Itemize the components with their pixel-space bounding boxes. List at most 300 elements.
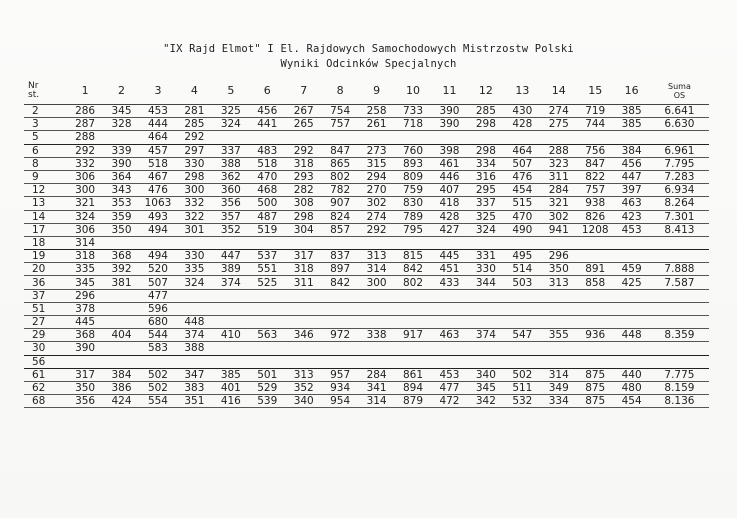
sum-cell: 6.934 [650,184,709,197]
stage-time-cell: 296 [541,250,577,263]
stage-time-cell [613,250,649,263]
stage-time-cell: 324 [67,210,103,223]
stage-time-cell: 563 [249,329,285,342]
stage-time-cell: 830 [395,197,431,210]
table-row [24,355,709,368]
stage-time-cell [577,289,613,302]
stage-time-cell [286,236,322,249]
stage-time-cell: 477 [140,289,176,302]
header-stage: 4 [176,77,212,105]
stage-time-cell: 917 [395,329,431,342]
stage-time-cell: 583 [140,342,176,355]
stage-time-cell: 430 [504,105,540,118]
stage-time-cell: 298 [286,210,322,223]
stage-time-cell [541,355,577,368]
results-table [24,77,709,408]
stage-time-cell [468,289,504,302]
stage-time-cell: 293 [286,170,322,183]
stage-time-cell: 879 [395,395,431,408]
header-stage: 5 [213,77,249,105]
stage-time-cell [358,342,394,355]
stage-time-cell: 418 [431,197,467,210]
stage-time-cell [613,302,649,315]
stage-time-cell: 451 [431,263,467,276]
stage-time-cell [358,302,394,315]
stage-time-cell [541,289,577,302]
stage-time-cell: 313 [541,276,577,289]
results-body [24,105,709,408]
stage-time-cell: 954 [322,395,358,408]
stage-time-cell: 457 [140,144,176,157]
stage-time-cell: 822 [577,170,613,183]
stage-time-cell [249,316,285,329]
stage-time-cell: 470 [249,170,285,183]
stage-time-cell [322,316,358,329]
sum-cell [650,131,709,144]
stage-time-cell: 384 [613,144,649,157]
stage-time-cell: 1063 [140,197,176,210]
sum-cell [650,355,709,368]
sum-cell [650,302,709,315]
stage-time-cell [431,342,467,355]
stage-time-cell: 809 [395,170,431,183]
stage-time-cell: 503 [504,276,540,289]
table-row [24,302,709,315]
stage-time-cell: 287 [67,118,103,131]
stage-time-cell: 407 [431,184,467,197]
header-stage: 6 [249,77,285,105]
stage-time-cell: 330 [176,157,212,170]
stage-time-cell [504,236,540,249]
stage-time-cell: 344 [468,276,504,289]
stage-time-cell: 456 [249,105,285,118]
stage-time-cell: 343 [103,184,139,197]
row-number: 30 [24,342,67,355]
stage-time-cell: 445 [431,250,467,263]
table-row [24,276,709,289]
stage-time-cell [358,289,394,302]
stage-time-cell: 459 [613,263,649,276]
stage-time-cell: 306 [67,170,103,183]
stage-time-cell: 297 [176,144,212,157]
sum-cell: 6.630 [650,118,709,131]
table-row [24,157,709,170]
stage-time-cell [176,302,212,315]
stage-time-cell: 539 [249,395,285,408]
row-number: 5 [24,131,67,144]
stage-time-cell: 390 [431,118,467,131]
header-stage: 15 [577,77,613,105]
stage-time-cell [504,316,540,329]
stage-time-cell: 390 [103,157,139,170]
stage-time-cell [103,131,139,144]
stage-time-cell: 314 [67,236,103,249]
stage-time-cell [613,355,649,368]
header-stage: 12 [468,77,504,105]
stage-time-cell: 292 [358,223,394,236]
stage-time-cell: 495 [504,250,540,263]
stage-time-cell [541,316,577,329]
stage-time-cell [431,316,467,329]
stage-time-cell [322,342,358,355]
stage-time-cell: 322 [176,210,212,223]
stage-time-cell [468,355,504,368]
stage-time-cell: 339 [103,144,139,157]
stage-time-cell [322,131,358,144]
stage-time-cell: 378 [67,302,103,315]
stage-time-cell: 440 [613,368,649,381]
stage-time-cell: 463 [613,197,649,210]
stage-time-cell: 342 [468,395,504,408]
stage-time-cell: 554 [140,395,176,408]
stage-time-cell [504,355,540,368]
stage-time-cell: 456 [613,157,649,170]
row-number: 9 [24,170,67,183]
stage-time-cell [395,302,431,315]
stage-time-cell: 424 [103,395,139,408]
stage-time-cell: 398 [431,144,467,157]
table-row [24,395,709,408]
sum-cell [650,342,709,355]
stage-time-cell: 300 [67,184,103,197]
header-stage: 2 [103,77,139,105]
stage-time-cell [213,289,249,302]
table-row [24,210,709,223]
stage-time-cell: 428 [431,210,467,223]
stage-time-cell: 324 [176,276,212,289]
stage-time-cell [541,131,577,144]
header-stage: 13 [504,77,540,105]
sum-cell: 7.795 [650,157,709,170]
header-stage: 11 [431,77,467,105]
stage-time-cell: 493 [140,210,176,223]
stage-time-cell [613,131,649,144]
stage-time-cell: 463 [431,329,467,342]
stage-time-cell [213,355,249,368]
row-number: 37 [24,289,67,302]
stage-time-cell: 390 [67,342,103,355]
stage-time-cell: 680 [140,316,176,329]
stage-time-cell: 544 [140,329,176,342]
stage-time-cell [395,355,431,368]
stage-time-cell [504,131,540,144]
stage-time-cell: 938 [577,197,613,210]
stage-time-cell: 345 [103,105,139,118]
stage-time-cell: 318 [286,263,322,276]
stage-time-cell: 511 [504,381,540,394]
stage-time-cell: 507 [140,276,176,289]
stage-time-cell: 476 [504,170,540,183]
sum-cell: 8.359 [650,329,709,342]
stage-time-cell: 390 [431,105,467,118]
stage-time-cell: 756 [577,144,613,157]
stage-time-cell: 453 [140,105,176,118]
stage-time-cell: 325 [468,210,504,223]
stage-time-cell: 281 [176,105,212,118]
stage-time-cell [541,302,577,315]
stage-time-cell [67,355,103,368]
stage-time-cell: 494 [140,250,176,263]
stage-time-cell [431,302,467,315]
stage-time-cell [395,236,431,249]
stage-time-cell: 447 [213,250,249,263]
table-row [24,329,709,342]
stage-time-cell: 467 [140,170,176,183]
table-row [24,316,709,329]
sum-cell [650,236,709,249]
table-row [24,289,709,302]
row-number: 13 [24,197,67,210]
stage-time-cell [541,236,577,249]
stage-time-cell: 428 [504,118,540,131]
stage-time-cell [468,236,504,249]
stage-time-cell [577,236,613,249]
stage-time-cell [613,342,649,355]
stage-time-cell: 388 [213,157,249,170]
table-row [24,263,709,276]
stage-time-cell: 313 [286,368,322,381]
stage-time-cell [176,355,212,368]
sum-cell: 7.888 [650,263,709,276]
stage-time-cell [176,289,212,302]
stage-time-cell: 525 [249,276,285,289]
stage-time-cell: 338 [358,329,394,342]
header-stage: 14 [541,77,577,105]
stage-time-cell: 494 [140,223,176,236]
stage-time-cell: 311 [286,276,322,289]
stage-time-cell [213,316,249,329]
stage-time-cell: 301 [176,223,212,236]
stage-time-cell: 356 [213,197,249,210]
header-stage: 7 [286,77,322,105]
stage-time-cell: 314 [541,368,577,381]
stage-time-cell: 897 [322,263,358,276]
stage-time-cell [468,302,504,315]
stage-time-cell: 480 [613,381,649,394]
stage-time-cell: 324 [468,223,504,236]
stage-time-cell: 284 [541,184,577,197]
stage-time-cell [358,355,394,368]
header-row [24,77,709,105]
sum-cell: 7.301 [650,210,709,223]
stage-time-cell [213,236,249,249]
stage-time-cell: 754 [322,105,358,118]
stage-time-cell: 350 [541,263,577,276]
row-number: 27 [24,316,67,329]
stage-time-cell: 824 [322,210,358,223]
stage-time-cell: 273 [358,144,394,157]
stage-time-cell: 368 [103,250,139,263]
stage-time-cell: 321 [67,197,103,210]
stage-time-cell: 350 [103,223,139,236]
header-sum [650,77,709,105]
stage-time-cell: 875 [577,368,613,381]
stage-time-cell: 847 [577,157,613,170]
stage-time-cell [468,342,504,355]
stage-time-cell [249,355,285,368]
stage-time-cell: 837 [322,250,358,263]
stage-time-cell: 934 [322,381,358,394]
stage-time-cell: 300 [358,276,394,289]
stage-time-cell: 514 [504,263,540,276]
row-number: 56 [24,355,67,368]
stage-time-cell: 341 [358,381,394,394]
stage-time-cell: 861 [395,368,431,381]
stage-time-cell: 347 [176,368,212,381]
stage-time-cell: 285 [468,105,504,118]
stage-time-cell [249,289,285,302]
stage-time-cell: 330 [176,250,212,263]
stage-time-cell: 907 [322,197,358,210]
stage-time-cell: 476 [140,184,176,197]
stage-time-cell: 444 [140,118,176,131]
stage-time-cell [577,355,613,368]
stage-time-cell: 596 [140,302,176,315]
stage-time-cell [613,236,649,249]
stage-time-cell: 345 [468,381,504,394]
stage-time-cell: 292 [286,144,322,157]
stage-time-cell: 346 [286,329,322,342]
stage-time-cell: 364 [103,170,139,183]
row-number: 19 [24,250,67,263]
sum-cell [650,289,709,302]
stage-time-cell [358,316,394,329]
stage-time-cell [322,289,358,302]
stage-time-cell: 321 [541,197,577,210]
stage-time-cell [249,342,285,355]
stage-time-cell: 331 [468,250,504,263]
sum-cell [650,316,709,329]
stage-time-cell: 893 [395,157,431,170]
stage-time-cell: 865 [322,157,358,170]
stage-time-cell: 294 [358,170,394,183]
stage-time-cell: 941 [541,223,577,236]
stage-time-cell: 502 [140,381,176,394]
table-row [24,250,709,263]
stage-time-cell: 802 [322,170,358,183]
stage-time-cell [431,236,467,249]
document-subtitle: Wyniki Odcinków Specjalnych [280,58,457,70]
stage-time-cell: 410 [213,329,249,342]
stage-time-cell: 317 [67,368,103,381]
stage-time-cell: 356 [67,395,103,408]
table-row [24,223,709,236]
stage-time-cell: 936 [577,329,613,342]
stage-time-cell: 529 [249,381,285,394]
stage-time-cell: 760 [395,144,431,157]
stage-time-cell: 388 [176,342,212,355]
stage-time-cell [286,289,322,302]
stage-time-cell: 315 [358,157,394,170]
stage-time-cell: 447 [613,170,649,183]
sum-cell [650,250,709,263]
stage-time-cell: 857 [322,223,358,236]
stage-time-cell: 453 [431,368,467,381]
stage-time-cell: 335 [176,263,212,276]
stage-time-cell: 302 [541,210,577,223]
stage-time-cell [613,316,649,329]
stage-time-cell: 502 [504,368,540,381]
stage-time-cell: 352 [286,381,322,394]
stage-time-cell: 446 [431,170,467,183]
stage-time-cell [431,355,467,368]
stage-time-cell: 518 [140,157,176,170]
stage-time-cell [504,342,540,355]
stage-time-cell: 306 [67,223,103,236]
stage-time-cell: 359 [103,210,139,223]
stage-time-cell: 520 [140,263,176,276]
stage-time-cell: 972 [322,329,358,342]
header-nr [24,77,67,105]
stage-time-cell: 267 [286,105,322,118]
stage-time-cell: 374 [176,329,212,342]
stage-time-cell: 519 [249,223,285,236]
stage-time-cell: 298 [176,170,212,183]
stage-time-cell: 537 [249,250,285,263]
stage-time-cell: 270 [358,184,394,197]
stage-time-cell [249,302,285,315]
stage-time-cell [249,236,285,249]
stage-time-cell: 332 [67,157,103,170]
stage-time-cell: 842 [395,263,431,276]
stage-time-cell: 314 [358,395,394,408]
stage-time-cell [286,342,322,355]
table-row [24,236,709,249]
stage-time-cell: 847 [322,144,358,157]
sum-cell: 8.264 [650,197,709,210]
stage-time-cell: 292 [176,131,212,144]
stage-time-cell [358,236,394,249]
stage-time-cell: 357 [213,210,249,223]
stage-time-cell: 324 [213,118,249,131]
stage-time-cell [504,302,540,315]
stage-time-cell [395,131,431,144]
header-stage: 16 [613,77,649,105]
stage-time-cell [504,289,540,302]
stage-time-cell: 300 [176,184,212,197]
stage-time-cell: 374 [468,329,504,342]
header-stage: 8 [322,77,358,105]
stage-time-cell: 381 [103,276,139,289]
stage-time-cell [103,355,139,368]
stage-time-cell: 453 [613,223,649,236]
stage-time-cell: 470 [504,210,540,223]
stage-time-cell [358,131,394,144]
table-row [24,105,709,118]
stage-time-cell: 316 [468,170,504,183]
stage-time-cell: 337 [468,197,504,210]
header-nr-line2: st. [28,89,40,100]
stage-time-cell: 340 [286,395,322,408]
stage-time-cell: 789 [395,210,431,223]
sum-cell: 7.283 [650,170,709,183]
stage-time-cell: 298 [468,118,504,131]
row-number: 8 [24,157,67,170]
stage-time-cell: 258 [358,105,394,118]
row-number: 62 [24,381,67,394]
stage-time-cell: 719 [577,105,613,118]
table-row [24,170,709,183]
row-number: 29 [24,329,67,342]
stage-time-cell: 274 [358,210,394,223]
sum-cell: 7.587 [650,276,709,289]
stage-time-cell: 265 [286,118,322,131]
stage-time-cell [431,131,467,144]
stage-time-cell: 487 [249,210,285,223]
stage-time-cell [322,355,358,368]
stage-time-cell [322,236,358,249]
stage-time-cell: 547 [504,329,540,342]
